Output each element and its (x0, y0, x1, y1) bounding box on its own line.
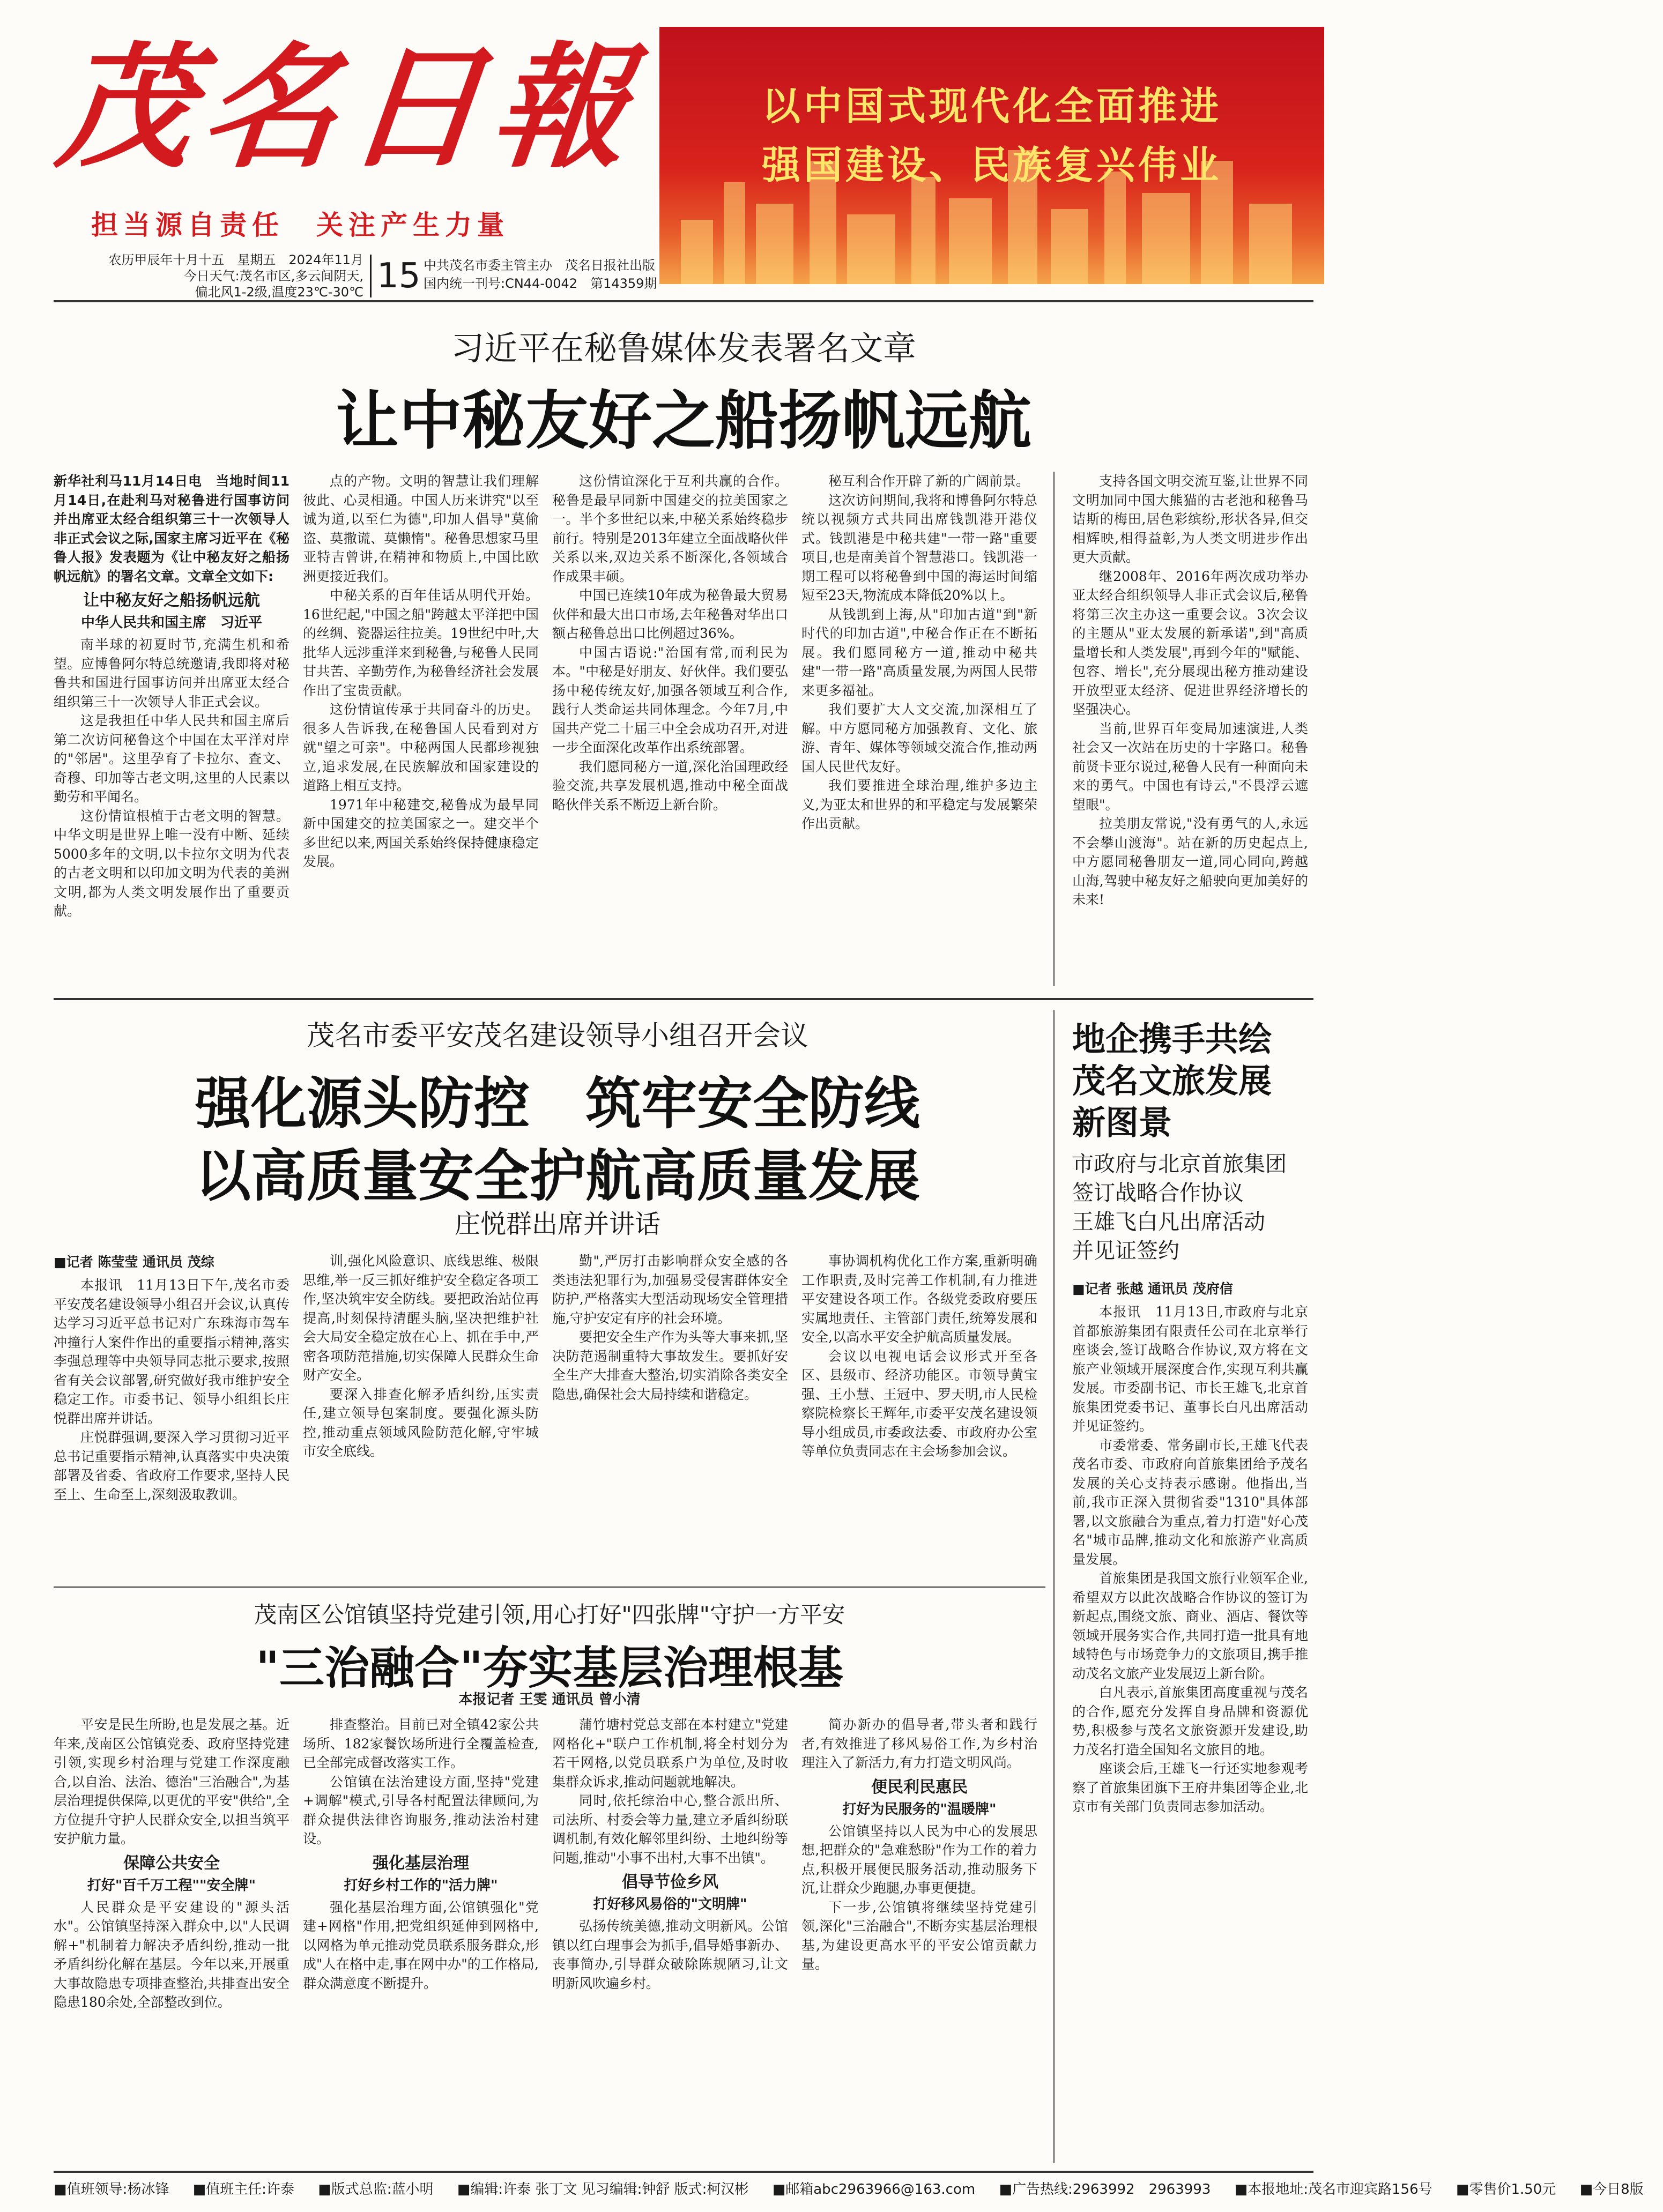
safety-headline-line1: 强化源头防控 筑牢安全防线 (195, 1070, 920, 1136)
paragraph: 人民群众是平安建设的"源头活水"。公馆镇坚持深入群众中,以"人民调解+"机制着力解决矛盾纠纷,推动一批矛盾纠纷化解在基层。今年以来,开展重大事故隐患专项排查整治,共排查出安全隐患180余处,全部整改到位。 (54, 1899, 289, 2010)
safety-headline-line2: 以高质量安全护航高质量发展 (195, 1143, 920, 1209)
lead-column-4 (801, 472, 1037, 986)
section-heading: 便民利民惠民 (871, 1777, 968, 1797)
paragraph: 我们愿同秘方一道,深化治国理政经验交流,共享发展机遇,推动中秘全面战略伙伴关系不断迈上新台阶。 (552, 758, 788, 813)
safety-column-3 (552, 1252, 788, 1576)
publisher-line: 中共茂名市委主管主办 茂名日报社出版 (424, 258, 655, 273)
paragraph: 排查整治。目前已对全镇42家公共场所、182家餐饮场所进行全覆盖检查,已全部完成督改落实工作。 (303, 1717, 539, 1770)
section-heading: 强化基层治理 (373, 1853, 469, 1873)
paragraph: 本报讯 11月13日下午,茂名市委平安茂名建设领导小组召开会议,认真传达学习习近平总书记对广东珠海市驾车冲撞行人案件作出的重要指示精神,落实李强总理等中央领导同志批示要求,按照省有关会议部署,研究做好我市维护安全稳定工作。市委书记、领导小组组长庄悦群出席并讲话。 (54, 1277, 289, 1426)
footer-item: ■零售价1.50元 (1456, 2181, 1556, 2198)
masthead-divider (54, 300, 1313, 302)
paragraph: 当前,世界百年变局加速演进,人类社会又一次站在历史的十字路口。秘鲁前贤卡亚尔说过,秘鲁人民有一种面向未来的勇气。中国也有诗云,"不畏浮云遮望眼"。 (1072, 720, 1308, 813)
page-number: 15 (370, 255, 409, 297)
paragraph: 南半球的初夏时节,充满生机和希望。应博鲁阿尔特总统邀请,我即将对秘鲁共和国进行国事访问并出席亚太经合组织第三十一次领导人非正式会议。 (54, 637, 289, 710)
safety-kicker: 茂名市委平安茂名建设领导小组召开会议 (306, 1020, 808, 1052)
paragraph: 从钱凯到上海,从"印加古道"到"新时代的印加古道",中秘合作正在不断拓展。我们愿同秘方一道,推动中秘共建"一带一路"高质量发展,为两国人民带来更多福祉。 (801, 606, 1037, 698)
weather-line: 今日天气:茂名市区,多云间阴天, (183, 269, 363, 284)
section-divider-2 (54, 1587, 1045, 1588)
paragraph: 继2008年、2016年两次成功举办亚太经合组织领导人非正式会议后,秘鲁将第三次主办这一重要会议。3次会议的主题从"亚太发展的新承诺",到"高质量增长和人类发展",再到今年的"赋能、包容、增长",充分展现出秘方推动建设开放型亚太经济、促进世界经济增长的坚强决心。 (1072, 568, 1308, 717)
section-subheading: 打好"百千万工程""安全牌" (87, 1877, 256, 1894)
paragraph: 我们要推进全球治理,维护多边主义,为亚太和世界的和平稳定与发展繁荣作出贡献。 (801, 778, 1037, 831)
paragraph: 支持各国文明交流互鉴,让世界不同文明加同中国大熊猫的古老池和秘鲁马诘斯的梅田,居色彩缤纷,形状各异,但交相辉映,相得益彰,为人类文明进步作出更大贡献。 (1072, 473, 1308, 565)
footer-item: ■本报地址:茂名市迎宾路156号 (1234, 2181, 1432, 2198)
paragraph: 事协调机构优化工作方案,重新明确工作职责,及时完善工作机制,有力推进平安建设各项工作。各级党委政府要压实属地责任、主管部门责任,统筹发展和安全,以高水平安全护航高质量发展。 (801, 1253, 1037, 1345)
paragraph: 弘扬传统美德,推动文明新风。公馆镇以红白理事会为抓手,倡导婚事新办、丧事简办,引导群众破除陈规陋习,让文明新风吹遍乡村。 (552, 1918, 788, 1991)
paragraph: 本报讯 11月13日,市政府与北京首都旅游集团有限责任公司在北京举行座谈会,签订战略合作协议,双方将在文旅产业领域开展深度合作,实现互利共赢发展。市委副书记、市长王雄飞,北京首旅集团党委书记、董事长白凡出席活动并见证签约。 (1072, 1304, 1308, 1434)
footer-item: ■值班领导:杨冰锋 (54, 2181, 169, 2198)
banner-slogan-line2: 强国建设、民族复兴伟业 (761, 143, 1222, 188)
lead-kicker: 习近平在秘鲁媒体发表署名文章 (450, 329, 916, 368)
paragraph: 下一步,公馆镇将继续坚持党建引领,深化"三治融合",不断夯实基层治理根基,为建设更高水平的平安公馆贡献力量。 (801, 1899, 1037, 1972)
paragraph: 庄悦群强调,要深入学习贯彻习近平总书记重要指示精神,认真落实中央决策部署及省委、省政府工作要求,坚持人民至上、生命至上,深刻汲取教训。 (54, 1429, 289, 1502)
footer-item: ■值班主任:许泰 (192, 2181, 294, 2198)
footer-item: ■广告热线:2963992 2963993 (999, 2181, 1211, 2198)
footer-item: ■今日8版 (1579, 2181, 1644, 2198)
section-heading: 保障公共安全 (123, 1853, 220, 1873)
paragraph: 蒲竹塘村党总支部在本村建立"党建网格化+"联户工作机制,将全村划分为若干网格,以党员联系户为单位,及时收集群众诉求,推动问题就地解决。 (552, 1717, 788, 1790)
issue-line: 国内统一刊号:CN44-0042 第14359期 (424, 276, 657, 291)
lead-column-2 (303, 472, 539, 986)
paragraph: 简办新办的倡导者,带头者和践行者,有效推进了移风易俗工作,为乡村治理注入了新活力,有力打造文明风尚。 (801, 1717, 1037, 1770)
paragraph: 这份情谊传承于共同奋斗的历史。很多人告诉我,在秘鲁国人民看到对方就"望之可亲"。中秘两国人民都珍视独立,追求发展,在民族解放和国家建设的道路上相互支持。 (303, 702, 539, 793)
paragraph: 这份情谊根植于古老文明的智慧。中华文明是世界上唯一没有中断、延续5000多年的文明,以卡拉尔文明为代表的古老文明和以印加文明为代表的美洲文明,都为人类文明发展作出了重要贡献。 (54, 808, 289, 919)
footer-item: ■版式总监:蓝小明 (318, 2181, 434, 2198)
side-body (1072, 1302, 1308, 2160)
paragraph: 这份情谊深化于互利共赢的合作。秘鲁是最早同新中国建交的拉美国家之一。半个多世纪以来,中秘关系始终稳步前行。特别是2013年建立全面战略伙伴关系以来,双边关系不断深化,各领域合作成果丰硕。 (552, 473, 788, 584)
section-subheading: 打好乡村工作的"活力牌" (344, 1877, 498, 1894)
lead-column-1 (54, 472, 289, 986)
paragraph: 勤",严厉打击影响群众安全感的各类违法犯罪行为,加强易受侵害群体安全防护,严格落实大型活动现场安全管理措施,守护安定有序的社会环境。 (552, 1253, 788, 1326)
footer-credits (0, 2176, 1644, 2203)
side-headline: 地企携手共绘 茂名文旅发展 新图景 (1072, 1019, 1272, 1142)
paragraph: 这是我担任中华人民共和国主席后第二次访问秘鲁这个中国在太平洋对岸的"邻居"。这里孕育了卡拉尔、查文、奇穆、印加等古老文明,这里的人民素以勤劳和平闻名。 (54, 713, 289, 805)
safety-column-4 (801, 1252, 1037, 1576)
guanqiao-column-3 (552, 1715, 788, 2165)
footer-divider (54, 2171, 1313, 2173)
guanqiao-column-4 (801, 1715, 1037, 2165)
safety-reporter: ■记者 陈莹莹 通讯员 茂综 (54, 1254, 214, 1270)
paragraph: 座谈会后,王雄飞一行还实地参观考察了首旅集团旗下王府井集团等企业,北京市有关部门负责同志参加活动。 (1072, 1761, 1308, 1814)
footer-item: ■邮箱abc2963966@163.com (772, 2181, 976, 2198)
safety-column-2 (303, 1252, 539, 1576)
footer-item: ■编辑:许泰 张丁文 见习编辑:钟舒 版式:柯汉彬 (457, 2181, 749, 2198)
side-subhead: 市政府与北京首旅集团 签订战略合作协议 王雄飞白凡出席活动 并见证签约 (1072, 1152, 1287, 1263)
paragraph: 首旅集团是我国文旅行业领军企业,希望双方以此次战略合作协议的签订为新起点,围绕文旅、商业、酒店、餐饮等领域开展务实合作,共同打造一批具有地域特色与市场竞争力的文旅项目,携手推动茂名文旅产业发展迈上新台阶。 (1072, 1570, 1308, 1681)
section-divider (54, 998, 1313, 1000)
newspaper-motto: 担当源自责任 关注产生力量 (91, 210, 509, 241)
lead-column-3 (552, 472, 788, 986)
paragraph: 中国已连续10年成为秘鲁最大贸易伙伴和最大出口市场,去年秘鲁对华出口额占秘鲁总出口比例超过36%。 (552, 587, 788, 641)
paragraph: 白凡表示,首旅集团高度重视与茂名的合作,愿充分发挥自身品牌和资源优势,积极参与茂名文旅资源开发建设,助力茂名打造全国知名文旅目的地。 (1072, 1685, 1308, 1757)
paragraph: 平安是民生所盼,也是发展之基。近年来,茂南区公馆镇党委、政府坚持党建引领,实现乡村治理与党建工作深度融合,以自治、法治、德治"三治融合",为基层治理提供保障,以更优的平安"供给",全方位提升守护人民群众安全,以担当筑平安护航力量。 (54, 1717, 289, 1846)
paragraph: 市委常委、常务副市长,王雄飞代表茂名市委、市政府向首旅集团给予茂名发展的关心支持表示感谢。他指出,当前,我市正深入贯彻省委"1310"具体部署,以文旅融合为重点,着力打造"好心茂名"城市品牌,推动文化和旅游产业高质量发展。 (1072, 1437, 1308, 1567)
paragraph: 要把安全生产作为头等大事来抓,坚决防范遏制重特大事故发生。要抓好安全生产大排查大整治,切实消除各类安全隐患,确保社会大局持续和谐稳定。 (552, 1329, 788, 1402)
section-heading: 倡导节俭乡风 (622, 1873, 718, 1891)
paragraph: 公馆镇在法治建设方面,坚持"党建+调解"模式,引导各村配置法律顾问,为群众提供法律咨询服务,推动法治村建设。 (303, 1774, 539, 1846)
guanqiao-column-1 (54, 1715, 289, 2165)
slogan-banner (659, 27, 1324, 284)
section-heading: 让中秘友好之船扬帆远航 (83, 591, 260, 610)
masthead (0, 0, 1355, 300)
dateline: 新华社利马11月14日电 当地时间11月14日,在赴利马对秘鲁进行国事访问并出席亚太经合组织第三十一次领导人非正式会议之际,国家主席习近平在《秘鲁人报》发表题为《让中秘友好之船扬帆远航》的署名文章。文章全文如下: (54, 473, 289, 584)
guanqiao-headline: "三治融合"夯实基层治理根基 (256, 1641, 843, 1694)
newspaper-logo: 茂名日報 (50, 28, 647, 186)
lead-headline: 让中秘友好之船扬帆远航 (335, 383, 1031, 458)
date-weather-block (63, 252, 363, 300)
paragraph: 秘互利合作开辟了新的广阔前景。 (828, 473, 1030, 489)
paragraph: 训,强化风险意识、底线思维、极限思维,举一反三抓好维护安全稳定各项工作,坚决筑牢安全防线。要把政治站位再提高,时刻保持清醒头脑,坚决把维护社会大局安全稳定放在心上、抓在手中,严密各项防范措施,切实保障人民群众生命财产安全。 (303, 1253, 539, 1383)
side-reporter: ■记者 张越 通讯员 茂府信 (1072, 1281, 1233, 1297)
publisher-info (424, 256, 670, 293)
lead-column-5 (1072, 472, 1308, 986)
paragraph: 我们要扩大人文交流,加深相互了解。中方愿同秘方加强教育、文化、旅游、青年、媒体等领域交流合作,推动两国人民世代友好。 (801, 702, 1037, 774)
lunar-date: 农历甲辰年十月十五 星期五 2024年11月 (108, 252, 363, 267)
banner-slogan-line1: 以中国式现代化全面推进 (761, 84, 1222, 129)
side-column-divider (1053, 1010, 1055, 2163)
paragraph: 这次访问期间,我将和博鲁阿尔特总统以视频方式共同出席钱凯港开港仪式。钱凯港是中秘共建"一带一路"重要项目,也是南美首个智慧港口。钱凯港一期工程可以将秘鲁到中国的海运时间缩短至23天,物流成本降低20%以上。 (801, 492, 1037, 603)
paragraph: 1971年中秘建交,秘鲁成为最早同新中国建交的拉美国家之一。建交半个多世纪以来,两国关系始终保持健康稳定发展。 (303, 796, 539, 869)
paragraph: 同时,依托综治中心,整合派出所、司法所、村委会等力量,建立矛盾纠纷联调机制,有效化解邻里纠纷、土地纠纷等问题,推动"小事不出村,大事不出镇"。 (552, 1793, 788, 1866)
paragraph: 拉美朋友常说,"没有勇气的人,永远不会攀山渡海"。站在新的历史起点上,中方愿同秘鲁朋友一道,同心同向,跨越山海,驾驶中秘友好之船驶向更加美好的未来! (1072, 816, 1308, 907)
guanqiao-reporter: 本报记者 王雯 通讯员 曾小清 (458, 1692, 641, 1708)
paragraph: 中秘关系的百年佳话从明代开始。16世纪起,"中国之船"跨越太平洋把中国的丝绸、瓷器运往拉美。19世纪中叶,大批华人远涉重洋来到秘鲁,与秘鲁人民同甘共苦、辛勤劳作,为秘鲁经济社会发展作出了宝贵贡献。 (303, 587, 539, 698)
safety-subhead: 庄悦群出席并讲话 (454, 1209, 660, 1239)
paragraph: 公馆镇坚持以人民为中心的发展思想,把群众的"急难愁盼"作为工作的着力点,积极开展便民服务活动,推动服务下沉,让群众少跑腿,办事更便捷。 (801, 1823, 1037, 1896)
section-subheading: 打好为民服务的"温暖牌" (842, 1801, 997, 1818)
column-divider (1053, 472, 1055, 986)
paragraph: 中国古语说:"治国有常,而利民为本。"中秘是好朋友、好伙伴。我们要弘扬中秘传统友好,加强各领域互利合作,践行人类命运共同体理念。今年7月,中国共产党二十届三中全会成功召开,对进一步全面深化改革作出系统部署。 (552, 644, 788, 755)
paragraph: 点的产物。文明的智慧让我们理解彼此、心灵相通。中国人历来讲究"以至诚为道,以至仁为德",印加人倡导"莫偷盗、莫撒谎、莫懒惰"。秘鲁思想家马里亚特吉曾讲,在精神和物质上,中国比欧洲更接近我们。 (303, 473, 539, 584)
paragraph: 要深入排查化解矛盾纠纷,压实责任,建立领导包案制度。要强化源头防控,推动重点领域风险防范化解,守牢城市安全底线。 (303, 1386, 539, 1459)
safety-column-1 (54, 1276, 289, 1576)
paragraph: 会议以电视电话会议形式开至各区、县级市、经济功能区。市领导黄宝强、王小慧、王冠中、罗天明,市人民检察院检察长王辉年,市委平安茂名建设领导小组成员,市委政法委、市政府办公室等单位负责同志在主会场参加会议。 (801, 1348, 1037, 1459)
guanqiao-kicker: 茂南区公馆镇坚持党建引领,用心打好"四张牌"守护一方平安 (254, 1602, 845, 1628)
weather-line-2: 偏北风1-2级,温度23℃-30℃ (195, 285, 363, 300)
section-subheading: 中华人民共和国主席 习近平 (80, 615, 262, 631)
section-subheading: 打好移风易俗的"文明牌" (593, 1896, 747, 1912)
paragraph: 强化基层治理方面,公馆镇强化"党建+网格"作用,把党组织延伸到网格中,以网格为单元推动党员联系服务群众,形成"人在格中走,事在网中办"的工作格局,群众满意度不断提升。 (303, 1899, 539, 1991)
guanqiao-column-2 (303, 1715, 539, 2165)
